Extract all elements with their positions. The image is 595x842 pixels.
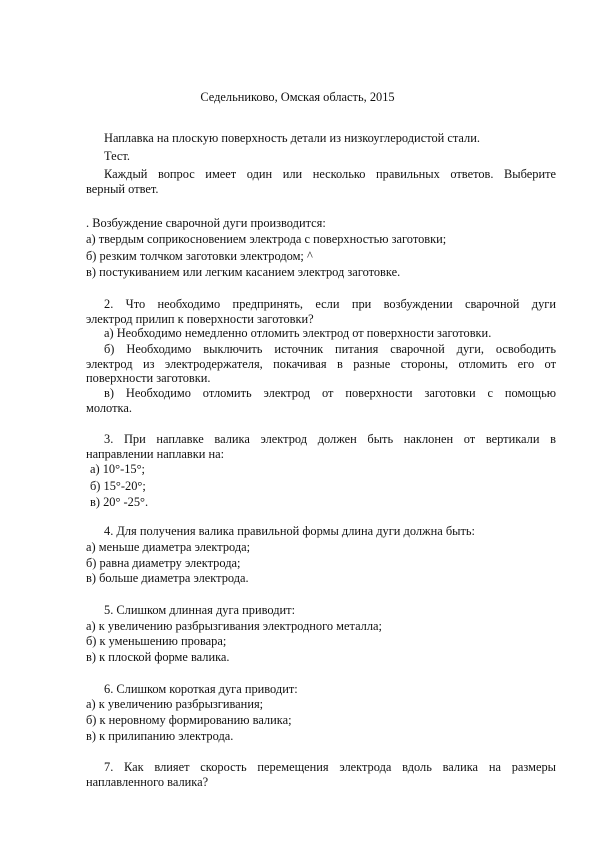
answer-option: в) к прилипанию электрода. <box>86 729 234 743</box>
intro-line: Каждый вопрос имеет один или несколько правильных ответов. Выберите <box>104 167 556 181</box>
answer-option: б) к неровному формированию валика; <box>86 713 292 727</box>
answer-option: б) к уменьшению провара; <box>86 634 227 648</box>
answer-option: б) Необходимо выключить источник питания сварочной дуги, освободить <box>104 342 556 356</box>
answer-option-cont: молотка. <box>86 401 132 415</box>
answer-option: б) резким толчком заготовки электродом; ^ <box>86 249 313 263</box>
question-1: . Возбуждение сварочной дуги производится: <box>86 216 326 230</box>
intro-line: верный ответ. <box>86 182 159 196</box>
answer-option: а) к увеличению разбрызгивания электродного металла; <box>86 619 382 633</box>
answer-option: а) меньше диаметра электрода; <box>86 540 251 554</box>
answer-option: а) твердым соприкосновением электрода с поверхностью заготовки; <box>86 232 447 246</box>
question-4: 4. Для получения валика правильной формы длина дуги должна быть: <box>104 524 475 538</box>
question-5: 5. Слишком длинная дуга приводит: <box>104 603 296 617</box>
question-3-cont: направлении наплавки на: <box>86 447 225 461</box>
question-7: 7. Как влияет скорость перемещения электрода вдоль валика на размеры <box>104 760 556 774</box>
answer-option: в) 20° -25°. <box>90 495 149 509</box>
page-title: Седельниково, Омская область, 2015 <box>200 90 395 104</box>
answer-option: а) к увеличению разбрызгивания; <box>86 697 264 711</box>
answer-option-cont: поверхности заготовки. <box>86 371 211 385</box>
answer-option: б) 15°-20°; <box>90 479 146 493</box>
answer-option: а) 10°-15°; <box>90 462 145 476</box>
answer-option-cont: электрод из электродержателя, покачивая в разные стороны, отломить его от <box>86 357 556 371</box>
question-7-cont: наплавленного валика? <box>86 775 209 789</box>
question-2-cont: электрод прилип к поверхности заготовки? <box>86 312 314 326</box>
answer-option: в) Необходимо отломить электрод от поверхности заготовки с помощью <box>104 386 556 400</box>
answer-option: а) Необходимо немедленно отломить электрод от поверхности заготовки. <box>104 326 492 340</box>
intro-line: Наплавка на плоскую поверхность детали из низкоуглеродистой стали. <box>104 131 480 145</box>
answer-option: в) к плоской форме валика. <box>86 650 230 664</box>
question-3: 3. При наплавке валика электрод должен быть наклонен от вертикали в <box>104 432 556 446</box>
intro-line: Тест. <box>104 149 130 163</box>
answer-option: в) больше диаметра электрода. <box>86 571 249 585</box>
question-6: 6. Слишком короткая дуга приводит: <box>104 682 298 696</box>
question-2: 2. Что необходимо предпринять, если при возбуждении сварочной дуги <box>104 297 556 311</box>
answer-option: б) равна диаметру электрода; <box>86 556 241 570</box>
answer-option: в) постукиванием или легким касанием электрод заготовке. <box>86 265 401 279</box>
